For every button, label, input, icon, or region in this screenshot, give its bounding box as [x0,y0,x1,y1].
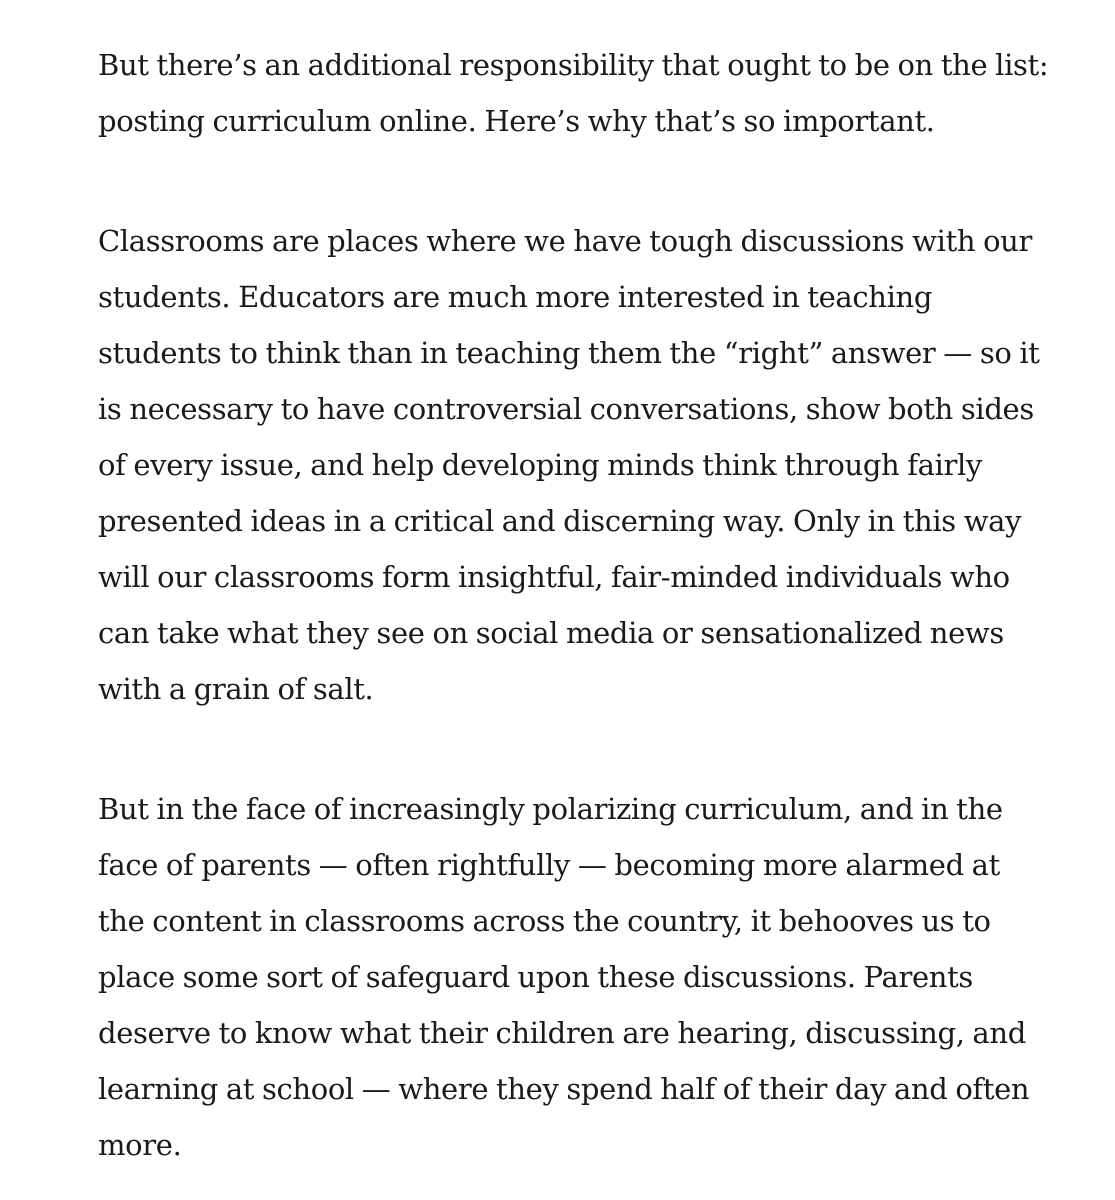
text-line: is necessary to have controversial conversations, show both sides [98,392,1034,426]
text-line: with a grain of salt. [98,672,374,706]
text-line: presented ideas in a critical and discerning way. Only in this way [98,504,1022,538]
text-line: will our classrooms form insightful, fair-minded individuals who [98,560,1010,594]
text-line: Classrooms are places where we have tough discussions with our [98,224,1033,258]
text-line: But there’s an additional responsibility that ought to be on the list: [98,48,1049,82]
text-line: place some sort of safeguard upon these discussions. Parents [98,960,973,994]
text-line: deserve to know what their children are hearing, discussing, and [98,1016,1026,1050]
article-body [98,37,1058,1173]
paragraph-3 [98,781,1058,1173]
text-line: of every issue, and help developing minds think through fairly [98,448,982,482]
text-line: more. [98,1128,182,1162]
text-line: students. Educators are much more interested in teaching [98,280,933,314]
text-line: can take what they see on social media or sensationalized news [98,616,1004,650]
paragraph-1 [98,37,1058,149]
text-line: posting curriculum online. Here’s why that’s so important. [98,104,935,138]
text-line: the content in classrooms across the country, it behooves us to [98,904,991,938]
text-line: learning at school — where they spend half of their day and often [98,1072,1030,1106]
text-line: But in the face of increasingly polarizing curriculum, and in the [98,792,1003,826]
text-line: students to think than in teaching them the “right” answer — so it [98,336,1040,370]
text-line: face of parents — often rightfully — becoming more alarmed at [98,848,1000,882]
paragraph-2 [98,213,1058,717]
